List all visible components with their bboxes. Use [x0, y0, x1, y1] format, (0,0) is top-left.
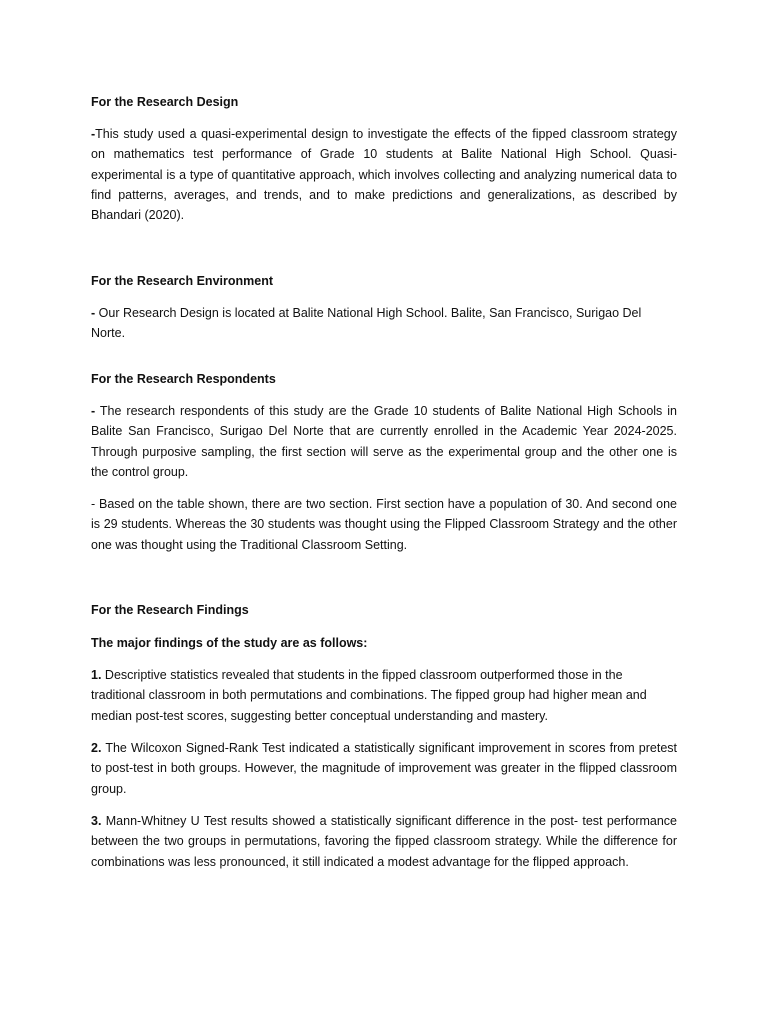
paragraph-lead-dash: -: [91, 404, 96, 418]
finding-text: The Wilcoxon Signed-Rank Test indicated a statistically significant improvement in scores from pretest to post-test in both groups. However, the magnitude of improvement was greater in the flipped classroom group.: [91, 741, 677, 796]
finding-number: 2.: [91, 741, 102, 755]
heading-research-findings: For the Research Findings: [91, 603, 249, 617]
paragraph-lead-dash: -: [91, 306, 96, 320]
finding-item: [91, 738, 677, 799]
finding-number: 1.: [91, 668, 102, 682]
finding-number: 3.: [91, 814, 102, 828]
paragraph-respondents-table: - Based on the table shown, there are two section. First section have a population of 30. And second one is 29 students. Whereas the 30 students was thought using the Flipped Classroom Strategy and the other one was thought using the Traditional Classroom Setting.: [91, 497, 677, 552]
finding-text: Mann-Whitney U Test results showed a statistically significant difference in the post- test performance between the two groups in permutations, favoring the fipped classroom strategy. While the difference for combinations was less pronounced, it still indicated a modest advantage for the flipped approach.: [91, 814, 677, 869]
paragraph-research-design: [91, 124, 677, 225]
paragraph-text: This study used a quasi-experimental design to investigate the effects of the fipped classroom strategy on mathematics test performance of Grade 10 students at Balite National High School. Quasi-experimental is a type of quantitative approach, which involves collecting and analyzing numerical data to find patterns, averages, and trends, and to make predictions and generalizations, as described by Bhandari (2020).: [91, 127, 677, 223]
paragraph-text: Our Research Design is located at Balite National High School. Balite, San Francisco, Surigao Del Norte.: [91, 306, 642, 341]
paragraph-research-respondents: [91, 401, 677, 482]
paragraph-research-environment: [91, 303, 677, 344]
finding-item: [91, 811, 677, 872]
paragraph-lead-dash: -: [91, 127, 96, 141]
heading-research-respondents: For the Research Respondents: [91, 372, 276, 386]
findings-subheading: The major findings of the study are as follows:: [91, 636, 368, 650]
heading-research-environment: For the Research Environment: [91, 274, 273, 288]
finding-item: [91, 665, 677, 726]
finding-text: Descriptive statistics revealed that students in the fipped classroom outperformed those in the traditional classroom in both permutations and combinations. The fipped group had higher mean and median post-test scores, suggesting better conceptual understanding and mastery.: [91, 668, 647, 723]
heading-research-design: For the Research Design: [91, 95, 239, 109]
paragraph-text: The research respondents of this study are the Grade 10 students of Balite National High Schools in Balite San Francisco, Surigao Del Norte that are currently enrolled in the Academic Year 2024-2025. Through purposive sampling, the first section will serve as the experimental group and the other one is the control group.: [91, 404, 677, 479]
